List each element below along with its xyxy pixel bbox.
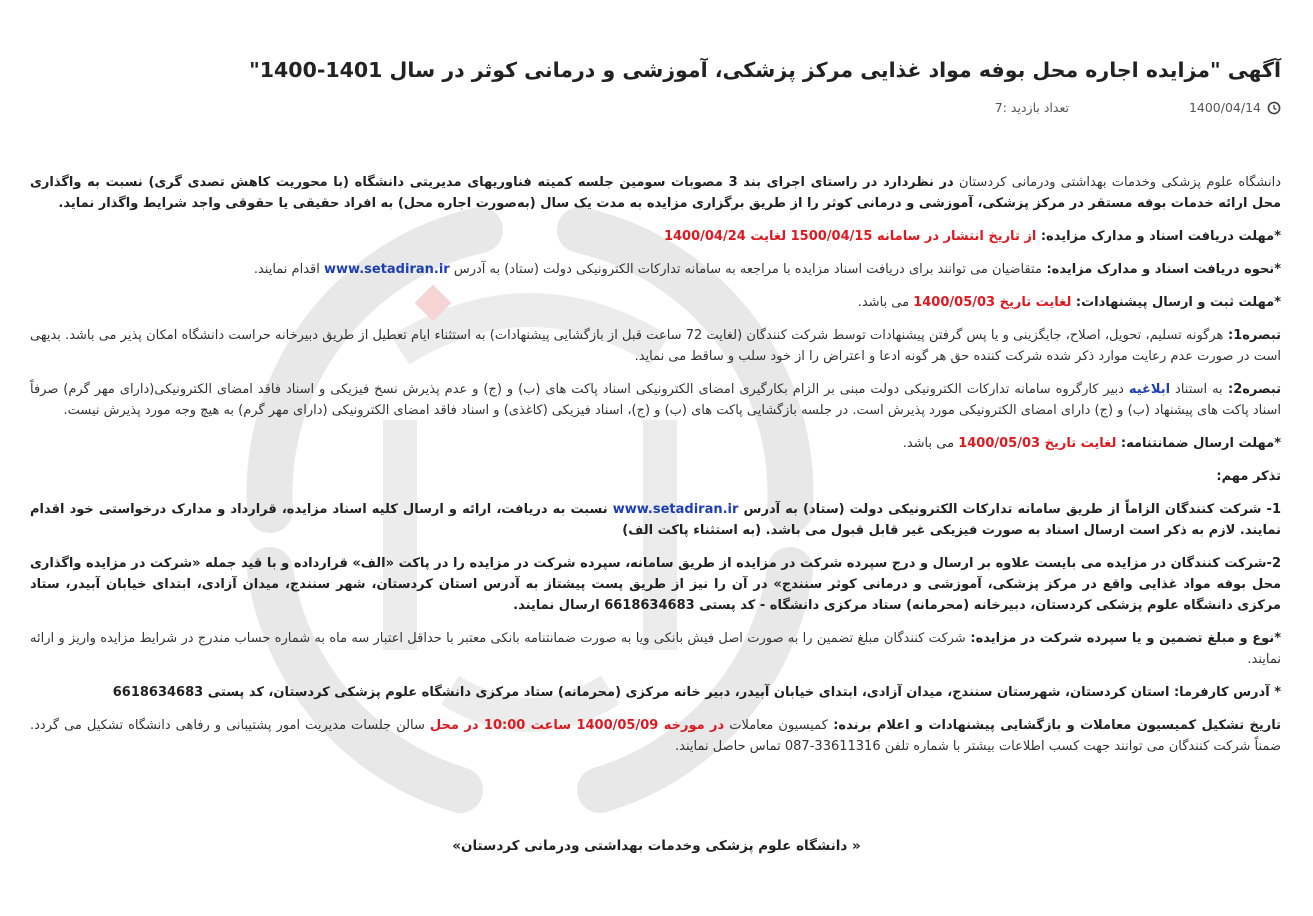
document-method: *نحوه دریافت اسناد و مدارک مزایده: متقاضیان می توانند برای دریافت اسناد مزایده با مراجعه به سامانه تدارکات الکترونیکی دولت (ستاد) به آدرس www.setadiran.ir اقدام نمایند. [253, 262, 1281, 277]
view-count: تعداد بازدید :7 [994, 100, 1069, 115]
article-body [30, 172, 1281, 769]
clock-icon [1267, 101, 1281, 115]
directive-link[interactable]: ابلاغیه [1128, 382, 1171, 397]
submission-deadline: *مهلت ثبت و ارسال پیشنهادات: لغایت تاریخ 1400/05/03 می باشد. [857, 295, 1281, 310]
publish-date: 1400/04/14 [1188, 100, 1261, 115]
guarantee-type: *نوع و مبلغ تضمین و یا سپرده شرکت در مزایده: شرکت کنندگان مبلغ تضمین را به صورت اصل فیش بانکی ویا به صورت ضمانتنامه بانکی معتبر با حداقل اعتبار سه ماه به شماره حساب مندرج در شرایط مزایده واریز و ارائه نمایند. [30, 631, 1281, 667]
note-2: تبصره2: به استناد ابلاغیه دبیر کارگروه سامانه تدارکات الکترونیکی دولت مبنی بر الزام بکارگیری امضای الکترونیکی اسناد پاکت های (ب) و (ج) و عدم پذیرش نسخ فیزیکی و اسناد فاقد امضای الکترونیکی(دارای مهر گرم) صرفاً اسناد پاکت های پیشنهاد (ب) و (ج) دارای امضای الکترونیکی مورد پذیرش است. در جلسه بازگشایی پاکت های (ب) و (ج)، اسناد فیزیکی (کاغذی) و اسناد فاقد امضای الکترونیکی (دارای مهر گرم) به هیچ وجه مورد پذیرش نیست. [30, 382, 1282, 418]
important-item-1: 1- شرکت کنندگان الزاماً از طریق سامانه تدارکات الکترونیکی دولت (ستاد) به آدرس www.setadiran.ir نسبت به دریافت، ارائه و ارسال کلیه اسناد مزایده، قرارداد و مدارک درخواستی خود اقدام نمایند. لازم به ذکر است ارسال اسناد به صورت فیزیکی غیر قابل قبول می باشد. (به استثناء پاکت الف) [30, 502, 1281, 538]
guarantee-deadline: *مهلت ارسال ضمانتنامه: لغایت تاریخ 1400/05/03 می باشد. [902, 436, 1281, 451]
intro-paragraph: دانشگاه علوم پزشکی وخدمات بهداشتی ودرمانی کردستان در نظردارد در راستای اجرای بند 3 مصوبات سومین جلسه کمیته فناوریهای مدیریتی دانشگاه (با محوریت کاهش تصدی گری) نسبت به واگذاری محل ارائه خدمات بوفه مستقر در مرکز پزشکی، آموزشی و درمانی کوثر را از طریق برگزاری مزایده به مدت یک سال (به‌صورت اجاره محل) به افراد حقیقی یا حقوقی واجد شرایط واگذار نماید. [30, 175, 1281, 211]
setadiran-link-2[interactable]: www.setadiran.ir [612, 502, 739, 517]
note-1: تبصره1: هرگونه تسلیم، تحویل، اصلاح، جایگزینی و یا پس گرفتن پیشنهادات توسط شرکت کنندگان (لغایت 72 ساعت قبل از بازگشایی پیشنهادات) به استثناء ایام تعطیل از طریق دبیرخانه حراست دانشگاه امکان پذیر می باشد. بدیهی است در صورت عدم رعایت موارد ذکر شده شرکت کننده حق هر گونه ادعا و اعتراض را از خود سلب و ساقط می نماید. [30, 328, 1282, 364]
setadiran-link[interactable]: www.setadiran.ir [324, 262, 450, 277]
important-item-2: 2-شرکت کنندگان در مزایده می بایست علاوه بر ارسال و درج سپرده شرکت در مزایده از طریق سامانه، سپرده شرکت در مزایده را در پاکت «الف» قرارداده و با قید جمله «شرکت در مزایده واگذاری محل بوفه مواد غذایی واقع در مرکز پزشکی، آموزشی و درمانی کوثر سنندج» در آن را نیز از طریق پست پیشتاز به آدرس استان کردستان، شهر سنندج، میدان آزادی، ابتدای خیابان آبیدر، ستاد مرکزی دانشگاه علوم پزشکی کردستان، دبیرخانه (محرمانه) ستاد مرکزی دانشگاه - کد پستی 6618634683 ارسال نمایند. [30, 556, 1281, 613]
page-title: آگهی "مزایده اجاره محل بوفه مواد غذایی مرکز پزشکی، آموزشی و درمانی کوثر در سال 1401-1400" [249, 58, 1281, 82]
document-deadline: *مهلت دریافت اسناد و مدارک مزایده: از تاریخ انتشار در سامانه 1500/04/15 لغایت 1400/04/24 [663, 229, 1281, 244]
footer-signature: « دانشگاه علوم پزشکی وخدمات بهداشتی ودرمانی کردستان» [452, 838, 861, 854]
important-heading: تذکر مهم: [1216, 469, 1281, 484]
article-meta [995, 100, 1281, 115]
employer-address: * آدرس کارفرما: استان کردستان، شهرستان سنندج، میدان آزادی، ابتدای خیابان آبیدر، دبیر خانه مرکزی (محرمانه) ستاد مرکزی دانشگاه علوم پزشکی کردستان، کد پستی 6618634683 [112, 685, 1281, 700]
commission-date: تاریخ تشکیل کمیسیون معاملات و بازگشایی پیشنهادات و اعلام برنده: کمیسیون معاملات در مورخه 1400/05/09 ساعت 10:00 در محل سالن جلسات مدیریت امور پشتیبانی و رفاهی دانشگاه تشکیل می گردد. ضمناً شرکت کنندگان می توانند جهت کسب اطلاعات بیشتر با شماره تلفن 33611316-087 تماس حاصل نمایند. [30, 718, 1281, 754]
